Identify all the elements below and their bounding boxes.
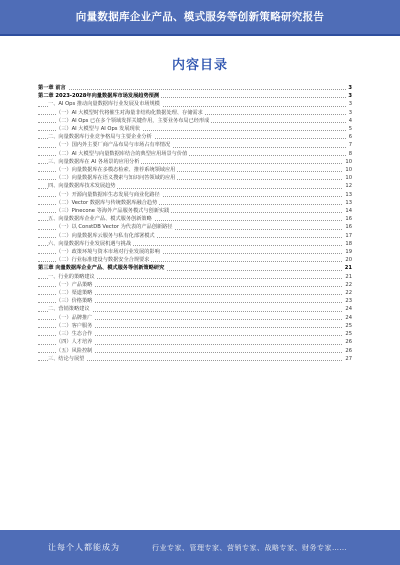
toc-entry-label: 二、向量数据库行业竞争格局与主要企业分析 <box>48 134 152 141</box>
toc-entry[interactable] <box>38 125 352 133</box>
toc-entry-label: （三）AI 大模型与 AI Ops 发展现状 <box>56 126 140 133</box>
toc-entry[interactable] <box>38 314 352 322</box>
toc-page-number: 21 <box>345 273 352 280</box>
toc-entry[interactable] <box>38 297 352 305</box>
report-header <box>0 0 400 34</box>
toc-entry[interactable] <box>38 117 352 125</box>
toc-page-number: 26 <box>345 347 352 354</box>
toc-entry-label: （二）客户服务 <box>56 322 93 329</box>
toc-entry-label: （二）Vector 数据库与传统数据库融合趋势 <box>56 199 158 206</box>
toc-page-number: 27 <box>345 355 352 362</box>
toc-entry-label: 第一章 前言 <box>38 85 66 91</box>
toc-entry[interactable] <box>38 109 352 117</box>
toc-entry-label: 三、结论与展望 <box>48 355 85 362</box>
footer-slogan: 让每个人都能成为 <box>48 543 120 552</box>
toc-page-number: 18 <box>345 240 352 247</box>
toc-entry[interactable] <box>38 347 352 355</box>
toc-entry[interactable] <box>38 158 352 166</box>
toc-page-number: 16 <box>345 224 352 231</box>
toc-entry-label: 一、AI Ops 推动向量数据库行业发展及市场规模 <box>48 101 160 108</box>
toc-page-number: 13 <box>345 199 352 206</box>
table-of-contents <box>38 84 352 363</box>
toc-entry-label: 六、向量数据库行业发展机遇与挑战 <box>48 240 132 247</box>
toc-entry[interactable] <box>38 92 352 100</box>
toc-entry[interactable] <box>38 240 352 248</box>
toc-page-number: 3 <box>348 85 352 91</box>
toc-page-number: 23 <box>345 298 352 305</box>
toc-page-number: 10 <box>345 158 352 165</box>
toc-page-number: 14 <box>345 208 352 215</box>
toc-entry[interactable] <box>38 248 352 256</box>
toc-entry-label: （一）向量数据库在多模态检索、推荐系统领域应用 <box>56 167 176 174</box>
toc-entry-label: （二）AI 大模型与向量数据库结合的典型应用场景与价值 <box>56 150 188 157</box>
toc-entry[interactable] <box>38 199 352 207</box>
toc-entry[interactable] <box>38 133 352 141</box>
toc-entry-label: （一）政策环境与资本市场对行业发展的影响 <box>56 249 160 256</box>
toc-page-number: 4 <box>348 117 352 124</box>
toc-entry[interactable] <box>38 338 352 346</box>
toc-entry-label: （二）向量数据库在语义搜索与知识问答领域的应用 <box>56 175 176 182</box>
toc-page-number: 20 <box>345 257 352 264</box>
toc-entry-label: （五）风险控制 <box>56 347 93 354</box>
toc-entry-label: （一）以 ConstDB Vector 为代表的产品创新路径 <box>56 224 173 231</box>
toc-entry-label: 三、向量数据库在 AI 各场景的应用分析 <box>48 158 140 165</box>
toc-entry-label: 四、向量数据库技术发展趋势 <box>48 183 116 190</box>
toc-entry-label: （二）行业标准建设与数据安全合规要求 <box>56 257 150 264</box>
toc-entry-label: 一、行业的策略建议 <box>48 273 95 280</box>
toc-page-number: 8 <box>348 150 352 157</box>
toc-page-number: 22 <box>345 281 352 288</box>
toc-entry-label: （一）产品策略 <box>56 281 93 288</box>
toc-entry[interactable] <box>38 322 352 330</box>
toc-page-number: 22 <box>345 290 352 297</box>
report-footer <box>0 530 400 565</box>
toc-page-number: 19 <box>345 249 352 256</box>
toc-entry[interactable] <box>38 207 352 215</box>
footer-roles: 行业专家、管理专家、营销专家、战略专家、财务专家…… <box>152 544 347 552</box>
toc-page-number: 3 <box>348 101 352 108</box>
toc-entry[interactable] <box>38 141 352 149</box>
toc-entry[interactable] <box>38 305 352 313</box>
toc-entry[interactable] <box>38 273 352 281</box>
header-divider <box>0 34 400 36</box>
toc-entry[interactable] <box>38 191 352 199</box>
toc-entry-label: （二）向量数据库云服务与私有化部署模式 <box>56 232 155 239</box>
toc-entry[interactable] <box>38 256 352 264</box>
toc-entry[interactable] <box>38 264 352 272</box>
toc-entry[interactable] <box>38 150 352 158</box>
toc-page-number: 13 <box>345 191 352 198</box>
toc-entry[interactable] <box>38 232 352 240</box>
toc-entry-label: （一）品牌推广 <box>56 314 93 321</box>
toc-entry-label: （三）Pinecone 等海外产品服务模式与创新实践 <box>56 208 170 215</box>
toc-page-number: 3 <box>348 109 352 116</box>
toc-entry-label: （三）生态合作 <box>56 331 93 338</box>
toc-page-number: 10 <box>345 167 352 174</box>
toc-entry-label: 第二章 2023-2028年向量数据库市场发展趋势预测 <box>38 93 160 100</box>
toc-page-number: 10 <box>345 175 352 182</box>
toc-entry-label: （一）开源向量数据库生态发展与商业化路径 <box>56 191 160 198</box>
toc-entry[interactable] <box>38 174 352 182</box>
toc-page-number: 16 <box>345 216 352 223</box>
toc-entry-label: 二、营销策略建议 <box>48 306 90 313</box>
toc-page-number: 25 <box>345 331 352 338</box>
toc-entry-label: 五、向量数据库企业产品、模式服务创新策略 <box>48 216 152 223</box>
toc-page-number: 25 <box>345 322 352 329</box>
toc-entry[interactable] <box>38 182 352 190</box>
report-title: 向量数据库企业产品、模式服务等创新策略研究报告 <box>75 11 325 23</box>
toc-page-number: 21 <box>344 265 352 272</box>
toc-entry-label: （二）AI Ops 已在多个领域发挥关键作用，主要业务布局已经形成 <box>56 117 210 124</box>
toc-page-number: 3 <box>348 93 352 100</box>
toc-entry-label: （一）AI 大模型时代将催生对海量非结构化数据处理、存储需求 <box>56 109 203 116</box>
toc-page-number: 17 <box>345 232 352 239</box>
toc-entry[interactable] <box>38 330 352 338</box>
toc-entry-label: （一）国内外主要厂商产品布局与市场占有率情况 <box>56 142 171 149</box>
toc-entry-label: （三）价格策略 <box>56 298 93 305</box>
toc-page-number: 24 <box>345 314 352 321</box>
toc-page-number: 7 <box>348 142 352 149</box>
toc-entry-label: （四）人才培养 <box>56 339 93 346</box>
toc-entry[interactable] <box>38 355 352 363</box>
toc-entry[interactable] <box>38 281 352 289</box>
toc-page-number: 5 <box>348 126 352 133</box>
toc-entry-label: （二）渠道策略 <box>56 290 93 297</box>
toc-entry[interactable] <box>38 84 352 92</box>
toc-entry[interactable] <box>38 223 352 231</box>
toc-page-number: 24 <box>345 306 352 313</box>
toc-entry[interactable] <box>38 215 352 223</box>
toc-leader-dots <box>38 89 352 90</box>
toc-page-number: 6 <box>348 134 352 141</box>
toc-entry[interactable] <box>38 166 352 174</box>
toc-title: 内容目录 <box>171 58 228 73</box>
toc-page-number: 26 <box>345 339 352 346</box>
toc-page-number: 12 <box>345 183 352 190</box>
toc-entry-label: 第三章 向量数据库企业产品、模式服务等创新策略研究 <box>38 265 165 272</box>
toc-entry[interactable] <box>38 100 352 108</box>
toc-entry[interactable] <box>38 289 352 297</box>
